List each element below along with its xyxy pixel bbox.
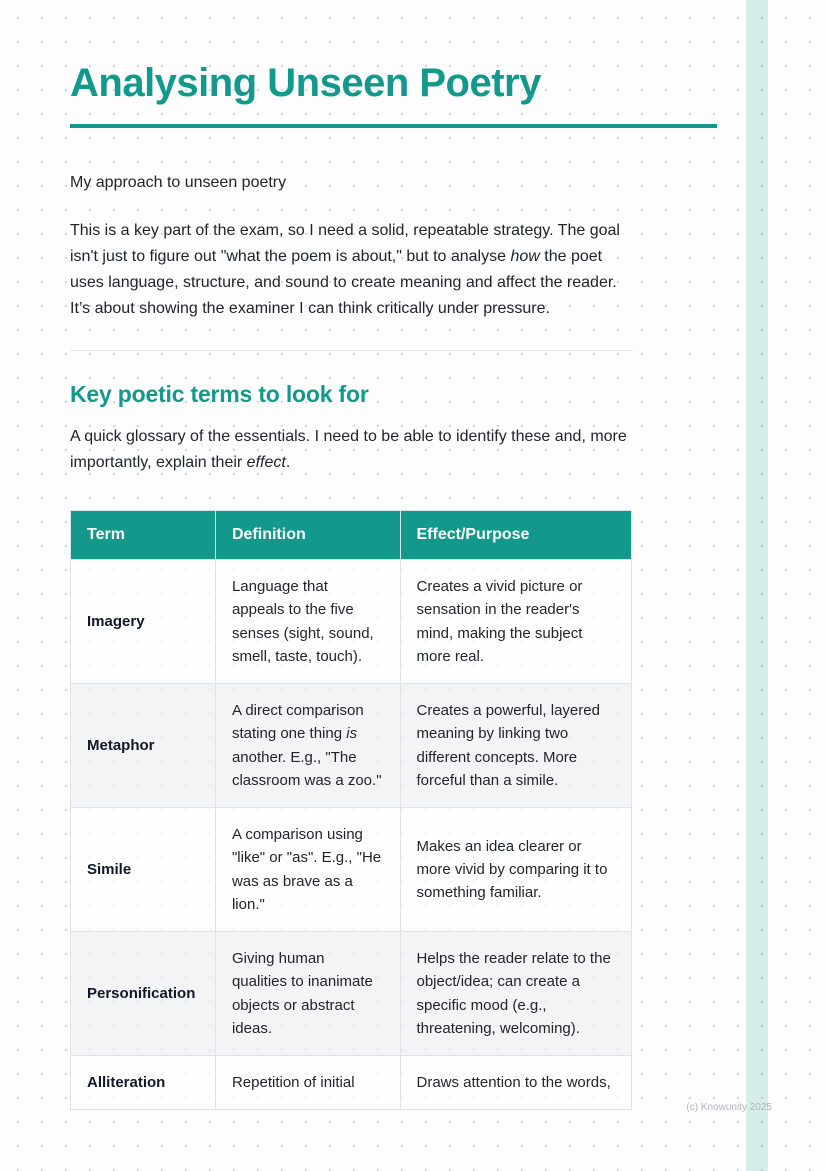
copyright-watermark: (c) Knowunity 2025 xyxy=(686,1102,772,1113)
table-header-row xyxy=(71,511,632,560)
definition-text-b: another. E.g., "The classroom was a zoo." xyxy=(231,748,382,789)
document-content xyxy=(70,170,633,1110)
table-row xyxy=(71,1056,632,1110)
column-header-definition: Definition xyxy=(215,511,400,560)
glossary-lead-paragraph xyxy=(70,424,633,476)
effect-cell: Creates a powerful, layered meaning by linking two different concepts. More forceful than a simile. xyxy=(400,684,632,808)
table-row xyxy=(71,684,632,808)
intro-text-b: the poet uses language, structure, and sound to create meaning and affect the reader. It’s about showing the examiner I can think critically under pressure. xyxy=(70,247,617,317)
subtitle-text: My approach to unseen poetry xyxy=(70,174,287,191)
column-header-effect: Effect/Purpose xyxy=(400,511,632,560)
table-row xyxy=(71,808,632,932)
definition-cell xyxy=(215,684,400,808)
page-title: Analysing Unseen Poetry xyxy=(70,61,541,105)
section-heading: Key poetic terms to look for xyxy=(70,380,369,407)
definition-cell: Language that appeals to the five senses (sight, sound, smell, taste, touch). xyxy=(215,560,400,684)
term-cell: Imagery xyxy=(71,560,216,684)
definition-text-a: A direct comparison stating one thing xyxy=(231,702,364,743)
intro-paragraph xyxy=(70,218,633,322)
title-underline-rule xyxy=(70,124,717,128)
poetic-terms-table xyxy=(70,510,632,1110)
lead-emphasis: effect xyxy=(246,453,286,471)
term-cell: Simile xyxy=(71,808,216,932)
effect-cell: Helps the reader relate to the object/idea; can create a specific mood (e.g., threatening, welcoming). xyxy=(400,932,632,1056)
effect-cell: Creates a vivid picture or sensation in the reader's mind, making the subject more real. xyxy=(400,560,632,684)
definition-cell: Giving human qualities to inanimate objects or abstract ideas. xyxy=(215,932,400,1056)
lead-text-a: A quick glossary of the essentials. I need to be able to identify these and, more importantly, explain their xyxy=(70,427,627,471)
effect-cell: Draws attention to the words, xyxy=(400,1056,632,1110)
intro-text-a: This is a key part of the exam, so I need a solid, repeatable strategy. The goal isn't just to figure out "what the poem is about," but to analyse xyxy=(70,221,620,265)
term-cell: Personification xyxy=(71,932,216,1056)
definition-cell: A comparison using "like" or "as". E.g., "He was as brave as a lion." xyxy=(215,808,400,932)
term-cell: Alliteration xyxy=(71,1056,216,1110)
lead-text-b: . xyxy=(285,453,291,471)
section-divider xyxy=(70,350,633,351)
effect-cell: Makes an idea clearer or more vivid by comparing it to something familiar. xyxy=(400,808,632,932)
column-header-term: Term xyxy=(71,511,216,560)
table-row xyxy=(71,560,632,684)
definition-emphasis: is xyxy=(346,725,358,743)
term-cell: Metaphor xyxy=(71,684,216,808)
definition-cell: Repetition of initial xyxy=(215,1056,400,1110)
intro-emphasis: how xyxy=(510,247,540,265)
table-row xyxy=(71,932,632,1056)
